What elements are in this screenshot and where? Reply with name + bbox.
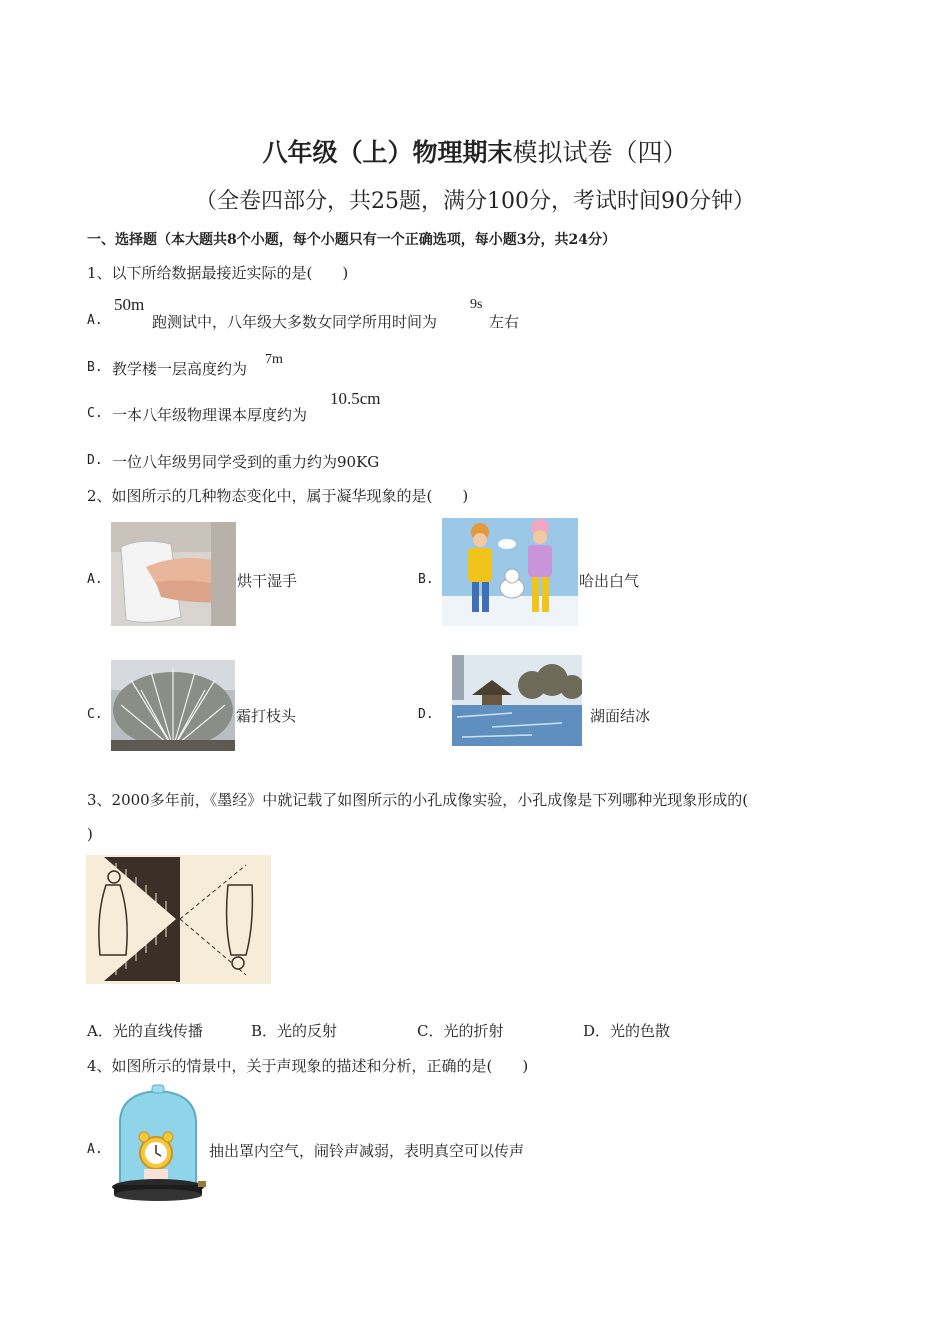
q1-option-a-value-time: 9s [470, 297, 483, 312]
question-2-stem: 2、如图所示的几种物态变化中，属于凝华现象的是( ) [87, 487, 469, 505]
q2-option-c-label: C. [87, 707, 103, 722]
q3-option-d: D．光的色散 [583, 1022, 671, 1040]
q2-option-c-text: 霜打枝头 [236, 707, 297, 725]
q1-option-a-label: A. [87, 313, 103, 328]
q1-option-b-text: 教学楼一层高度约为 [112, 360, 248, 378]
q1-option-d-label: D. [87, 453, 103, 468]
q1-option-d-text: 一位八年级男同学受到的重力约为90KG [112, 453, 380, 471]
q1-option-b-label: B. [87, 360, 103, 375]
q2-option-a-text: 烘干湿手 [237, 572, 298, 590]
question-4-stem: 4、如图所示的情景中，关于声现象的描述和分析，正确的是( ) [87, 1057, 529, 1075]
winter-children-image [442, 518, 578, 626]
q1-option-a-value-distance: 50m [114, 295, 145, 314]
q1-option-c-value: 10.5cm [330, 389, 381, 408]
q2-option-d-text: 湖面结冰 [590, 707, 651, 725]
q2-option-d-label: D. [418, 707, 434, 722]
q3-option-b: B．光的反射 [251, 1022, 338, 1040]
hand-dryer-image [111, 522, 236, 626]
q3-option-c: C．光的折射 [417, 1022, 504, 1040]
q2-option-a-label: A. [87, 572, 103, 587]
q2-option-b-label: B. [418, 572, 434, 587]
question-3-stem: 3、2000多年前，《墨经》中就记载了如图所示的小孔成像实验，小孔成像是下列哪种光现象形成的( [87, 791, 749, 809]
question-1-stem: 1、以下所给数据最接近实际的是( ) [87, 264, 349, 282]
q1-option-c-text: 一本八年级物理课本厚度约为 [112, 406, 308, 424]
section-heading: 一、选择题（本大题共8个小题，每个小题只有一个正确选项，每小题3分，共24分） [87, 232, 616, 248]
bell-jar-alarm-image [108, 1083, 208, 1205]
q4-option-a-text: 抽出罩内空气，闹铃声减弱，表明真空可以传声 [209, 1142, 525, 1160]
q1-option-a-text: 跑测试中，八年级大多数女同学所用时间为 [152, 313, 438, 331]
q1-option-a-text-end: 左右 [489, 313, 520, 331]
page-title: 八年级（上）物理期末模拟试卷（四） [262, 138, 688, 167]
q2-option-b-text: 哈出白气 [579, 572, 640, 590]
q1-option-c-label: C. [87, 406, 103, 421]
q3-option-a: A．光的直线传播 [87, 1022, 203, 1040]
question-3-stem-end: ) [87, 825, 93, 843]
q1-option-b-value: 7m [265, 352, 283, 367]
page-subtitle: （全卷四部分，共25题，满分100分，考试时间90分钟） [195, 189, 755, 214]
pinhole-diagram-image [86, 855, 271, 984]
frost-branches-image [111, 660, 235, 751]
frozen-lake-image [452, 655, 582, 746]
q4-option-a-label: A. [87, 1142, 103, 1157]
